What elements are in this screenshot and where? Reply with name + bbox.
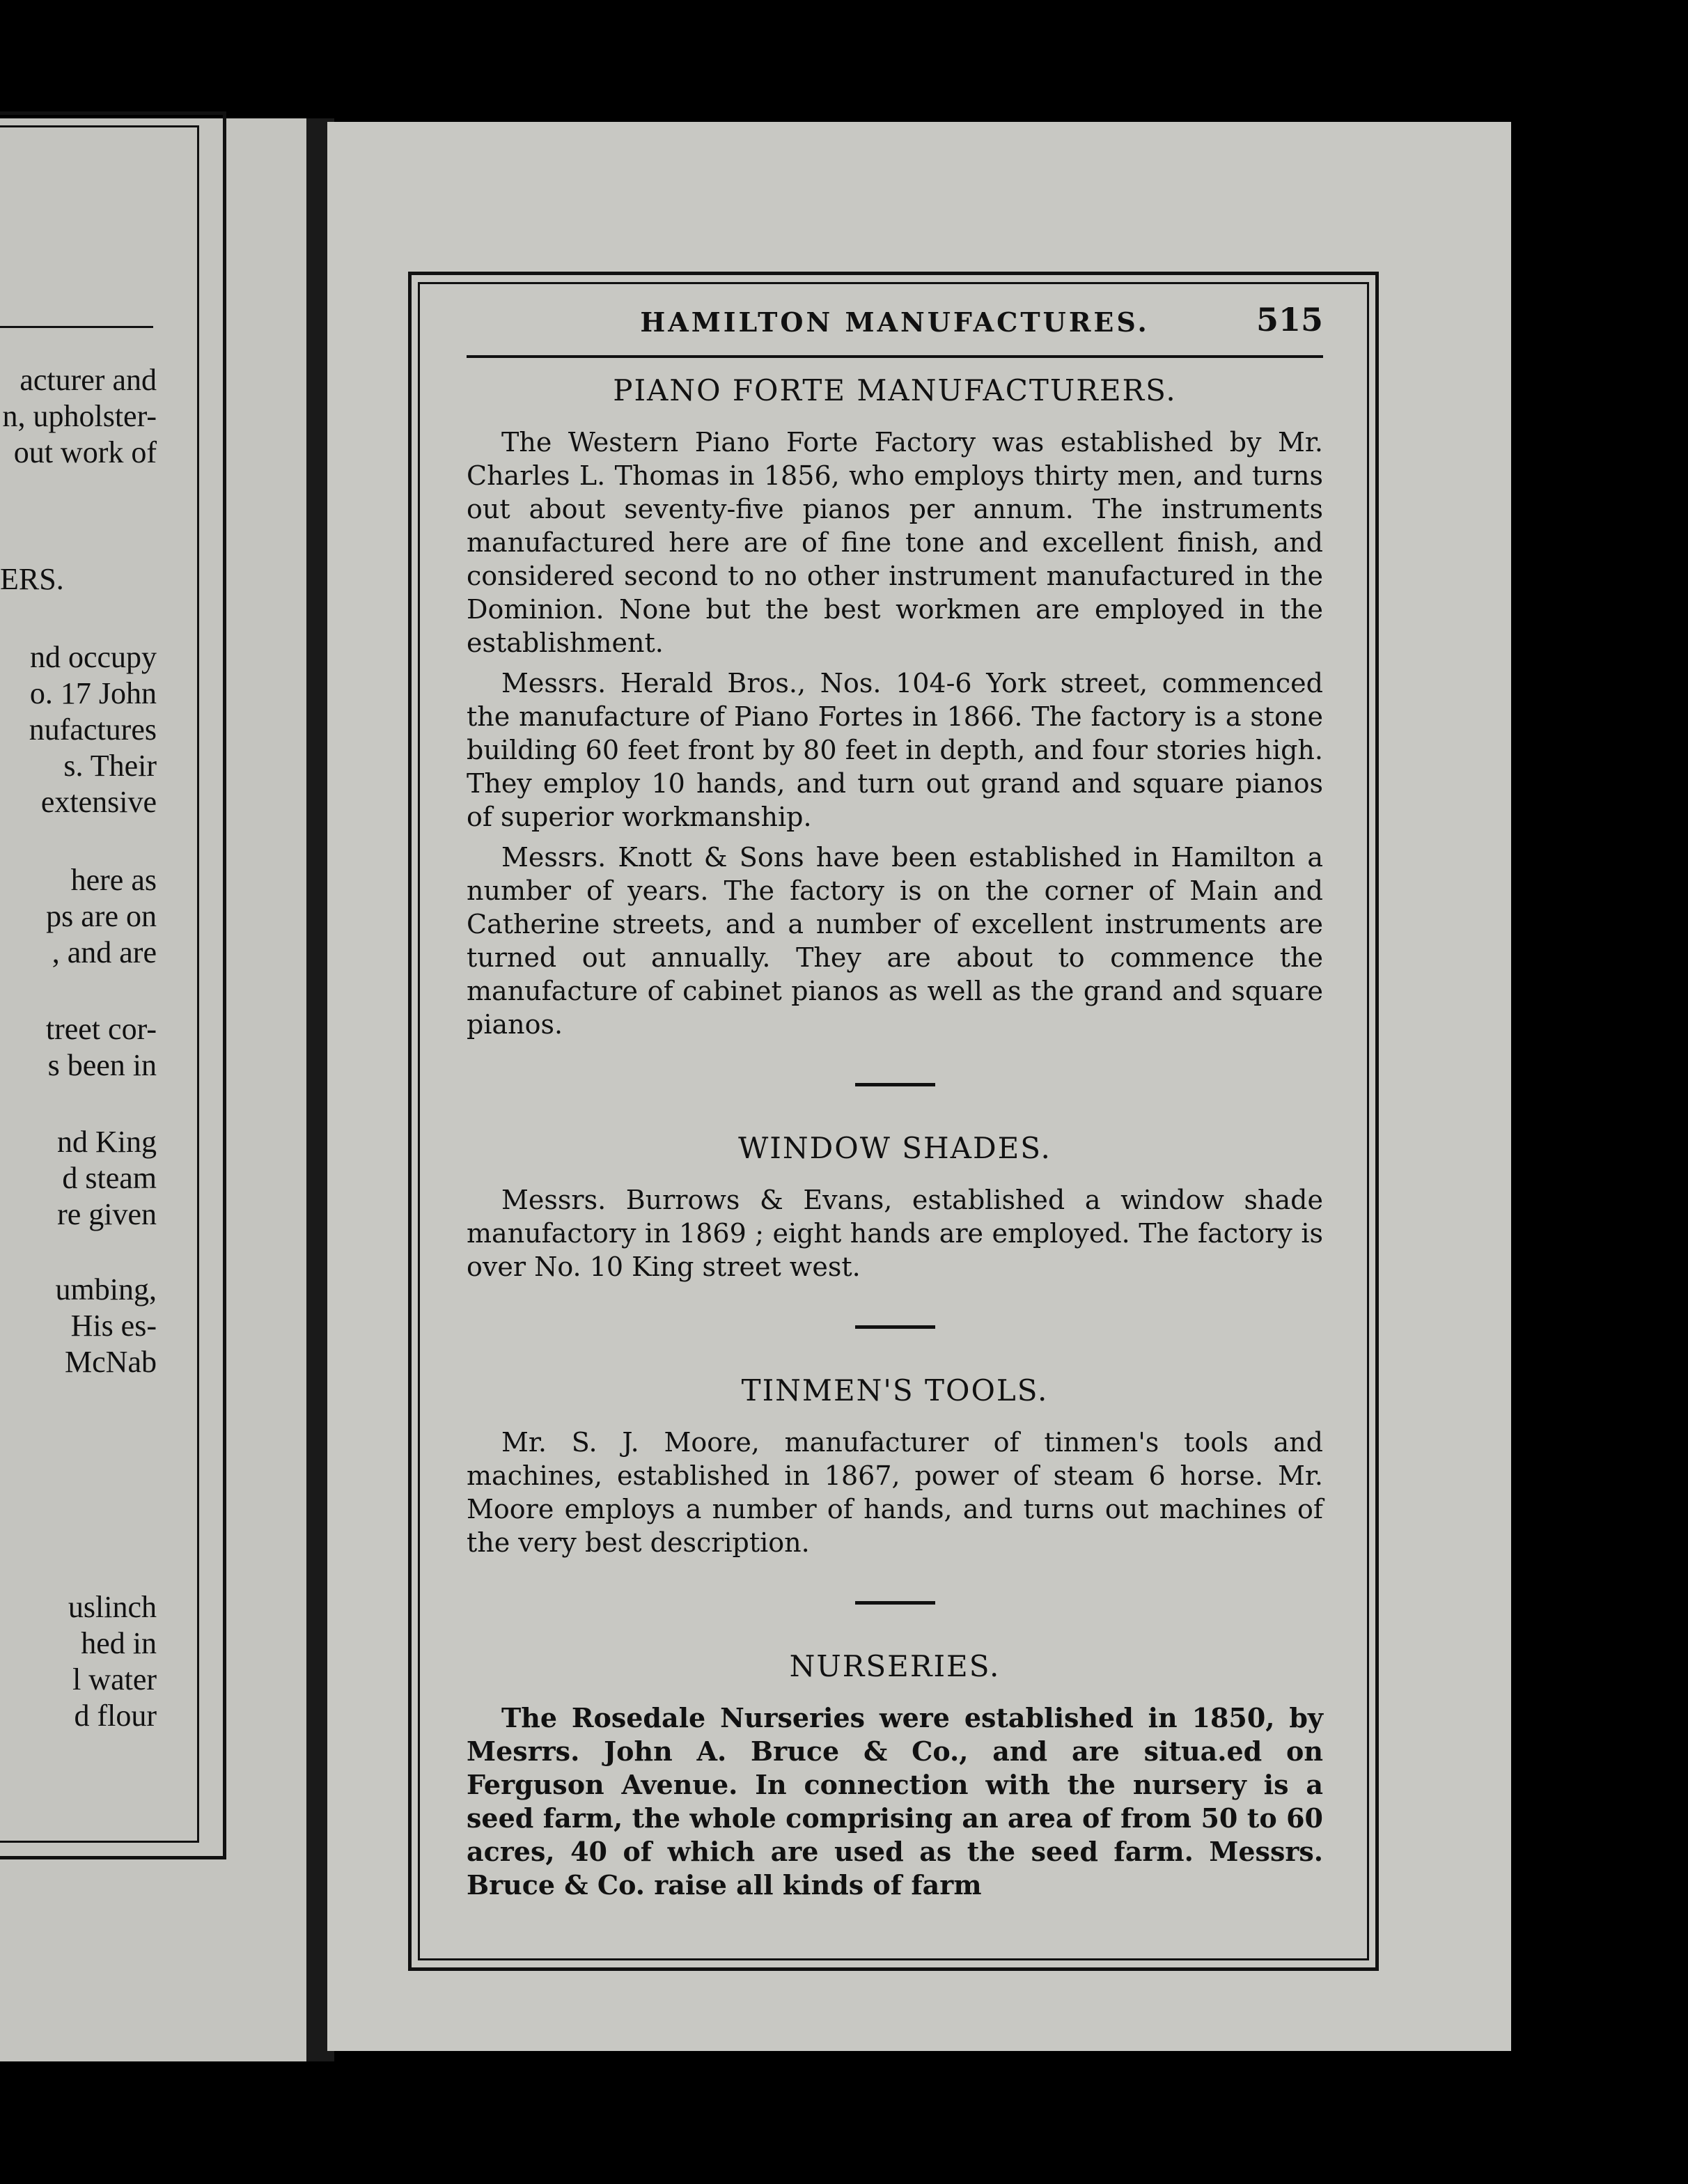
left-line: uslinch bbox=[68, 1590, 157, 1624]
paragraph: Mr. S. J. Moore, manufacturer of tinmen's tools and machines, established in 1867, power of steam 6 horse. Mr. Moore employs a number of hands, and turns out machines of the very best description. bbox=[467, 1427, 1323, 1558]
left-line: acturer and bbox=[19, 363, 157, 397]
left-page-text bbox=[0, 362, 157, 1734]
section-divider bbox=[855, 1325, 935, 1329]
left-line: s. Their bbox=[63, 749, 157, 783]
left-line: nd King bbox=[57, 1125, 157, 1159]
section-divider bbox=[855, 1083, 935, 1086]
section-divider bbox=[855, 1601, 935, 1605]
left-line: nufactures bbox=[29, 712, 157, 747]
left-line: out work of bbox=[13, 435, 157, 469]
left-page-head-rule bbox=[0, 326, 153, 328]
section-title-nurseries: NURSERIES. bbox=[789, 1649, 1001, 1683]
left-line: l water bbox=[72, 1662, 157, 1696]
paragraph: The Rosedale Nurseries were established in 1850, by Mesrrs. John A. Bruce & Co., and are situa.ed on Ferguson Avenue. In connection with the nursery is a seed farm, the whole comprising an area of from 50 to 60 acres, 40 of which are used as the seed farm. Messrs. Bruce & Co. raise all kinds of farm bbox=[467, 1702, 1323, 1901]
running-title: HAMILTON MANUFACTURES. bbox=[640, 306, 1150, 338]
left-line: d steam bbox=[62, 1161, 157, 1195]
left-line: treet cor- bbox=[45, 1012, 157, 1046]
left-line: extensive bbox=[40, 785, 157, 819]
left-line: McNab bbox=[65, 1345, 157, 1379]
paragraph: The Western Piano Forte Factory was established by Mr. Charles L. Thomas in 1856, who employs thirty men, and turns out about seventy-five pianos per annum. The instruments manufactured here are of fine tone and excellent finish, and considered second to no other instrument manufactured in the Dominion. None but the best workmen are employed in the establishment. bbox=[467, 427, 1323, 658]
left-line: nd occupy bbox=[29, 640, 157, 674]
left-line: His es- bbox=[70, 1309, 157, 1343]
paragraph: Messrs. Knott & Sons have been established in Hamilton a number of years. The factory is on the corner of Main and Catherine streets, and a number of excellent instruments are turned out annually. They are about to commence the manufacture of cabinet pianos as well as the grand and square pianos. bbox=[467, 842, 1323, 1040]
left-line: ps are on bbox=[46, 899, 157, 933]
left-line: n, upholster- bbox=[2, 399, 157, 433]
section-title-tinmens-tools: TINMEN'S TOOLS. bbox=[741, 1373, 1049, 1407]
left-line: o. 17 John bbox=[29, 676, 157, 710]
running-header bbox=[467, 292, 1323, 355]
left-line: d flour bbox=[74, 1699, 157, 1733]
header-rule bbox=[467, 355, 1323, 358]
left-line: here as bbox=[70, 863, 157, 897]
left-line: hed in bbox=[81, 1626, 157, 1660]
left-line: ERS. bbox=[0, 562, 64, 596]
left-line: re given bbox=[57, 1197, 157, 1231]
left-line: s been in bbox=[47, 1048, 157, 1082]
page-number: 515 bbox=[1256, 301, 1323, 338]
section-title-piano: PIANO FORTE MANUFACTURERS. bbox=[613, 373, 1177, 407]
left-line: umbing, bbox=[55, 1272, 157, 1306]
paragraph: Messrs. Burrows & Evans, established a window shade manufactory in 1869 ; eight hands are employed. The factory is over No. 10 King street west. bbox=[467, 1185, 1323, 1282]
section-title-window-shades: WINDOW SHADES. bbox=[738, 1131, 1052, 1165]
left-line: , and are bbox=[52, 935, 157, 969]
paragraph: Messrs. Herald Bros., Nos. 104-6 York street, commenced the manufacture of Piano Fortes in 1866. The factory is a stone building 60 feet front by 80 feet in depth, and four stories high. They employ 10 hands, and turn out grand and square pianos of superior workmanship. bbox=[467, 668, 1323, 832]
page-content bbox=[467, 292, 1323, 1909]
